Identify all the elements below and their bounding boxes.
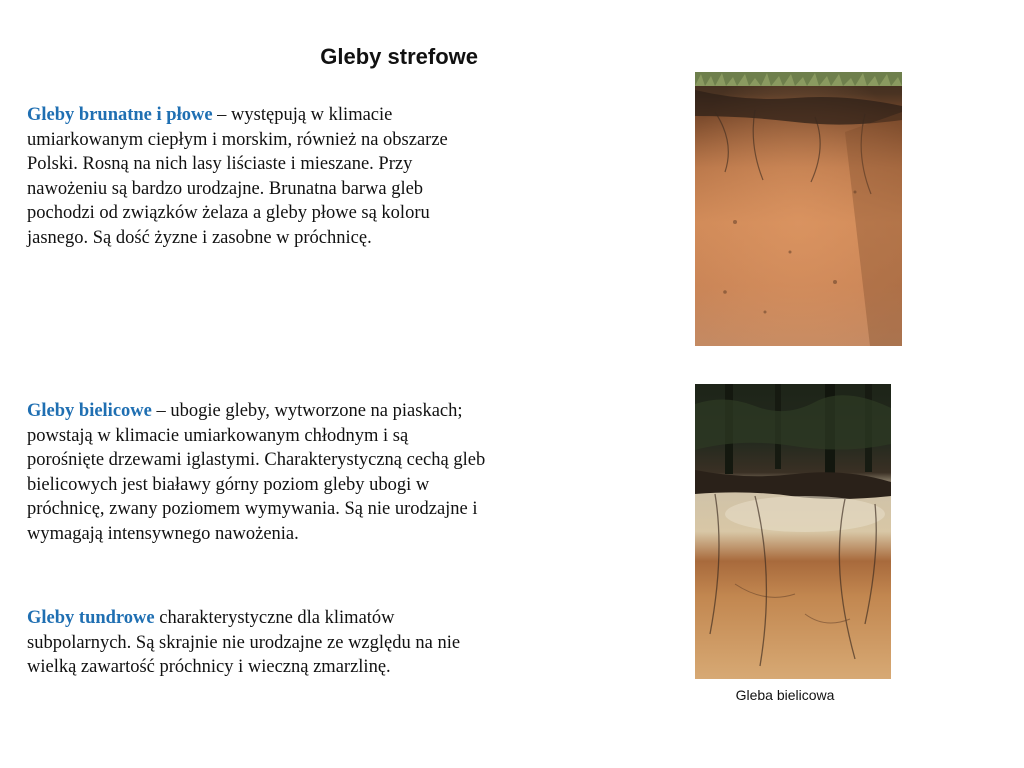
photo-caption: Gleba bielicowa	[735, 687, 835, 703]
description-brown-soils: – występują w klimacie umiarkowanym ciepłym i morskim, również na obszarze Polski. Rosną na nich lasy liściaste i mieszane. Przy nawożeniu są bardzo urodzajne. Brunatna barwa gleb pochodzi od związków żelaza a gleby płowe są koloru jasnego. Są dość żyzne i zasobne w próchnicę.	[27, 105, 448, 248]
soil-profile-podzol-photo	[695, 384, 891, 679]
description-tundra-soils: charakterystyczne dla klimatów subpolarnych. Są skrajnie nie urodzajne ze względu na nie wielką zawartość próchnicy i wieczną zmarzlinę.	[27, 608, 461, 677]
paragraph-brown-soils	[27, 103, 487, 250]
paragraph-podzol-soils	[27, 399, 487, 546]
paragraph-tundra-soils	[27, 606, 487, 680]
slide-title: Gleby strefowe	[320, 44, 478, 69]
term-tundra-soils: Gleby tundrowe	[27, 608, 155, 628]
term-podzol-soils: Gleby bielicowe	[27, 401, 152, 421]
term-brown-soils: Gleby brunatne i płowe	[27, 105, 213, 125]
description-podzol-soils: – ubogie gleby, wytworzone na piaskach; powstają w klimacie umiarkowanym chłodnym i są porośnięte drzewami iglastymi. Charakterystyczną cechą gleb bielicowych jest białawy górny poziom gleby ubogi w próchnicę, zwany poziomem wymywania. Są nie urodzajne i wymagają intensywnego nawożenia.	[27, 401, 486, 544]
soil-profile-brown-photo	[695, 72, 902, 346]
